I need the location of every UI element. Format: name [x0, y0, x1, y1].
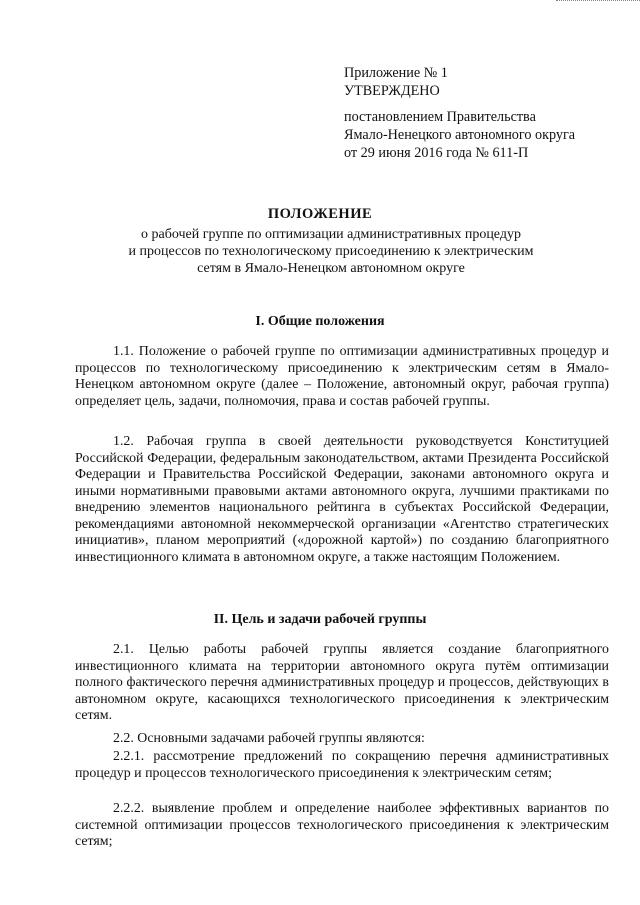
subtitle-line: сетям в Ямало-Ненецком автономном округе — [197, 261, 465, 276]
government-name: Ямало-Ненецкого автономного округа — [344, 127, 576, 143]
paragraph-2-2-2: 2.2.2. выявление проблем и определение наиболее эффективных вариантов по системной оптимизации процессов технологического присоединения к электрическим сетям; — [75, 801, 609, 849]
decree-date: от 29 июня 2016 года № 611-П — [344, 145, 529, 161]
section-heading: II. Цель и задачи рабочей группы — [213, 612, 427, 627]
scan-corner-mark — [556, 0, 640, 3]
paragraph-2-2-1: 2.2.1. рассмотрение предложений по сокращению перечня административных процедур и процессов технологического присоединения к электрическим сетям; — [75, 749, 609, 781]
approved-stamp: УТВЕРЖДЕНО — [344, 83, 440, 99]
subtitle-line: и процессов по технологическому присоединению к электрическим — [128, 244, 534, 259]
paragraph-2-2: 2.2. Основными задачами рабочей группы являются: — [113, 731, 425, 746]
approval-block — [344, 64, 575, 162]
paragraph-2-1: 2.1. Целью работы рабочей группы является создание благоприятного инвестиционного климата на территории автономного округа путём оптимизации полного фактического перечня административных процедур и процессов, действующих в автономном округе, касающихся технологического присоединения к электрическим сетям. — [75, 642, 609, 723]
subtitle-line: о рабочей группе по оптимизации административных процедур — [141, 227, 521, 242]
document-title: ПОЛОЖЕНИЕ — [267, 206, 373, 222]
section-heading: I. Общие положения — [255, 314, 385, 329]
document-subtitle — [96, 226, 566, 277]
approved-by-line: постановлением Правительства — [344, 109, 536, 125]
appendix-number: Приложение № 1 — [344, 65, 448, 81]
paragraph-1-2: 1.2. Рабочая группа в своей деятельности руководствуется Конституцией Российской Федерации, федеральным законодательством, актами Президента Российской Федерации и Правительства Российской Федерации, законами автономного округа и иными нормативными правовыми актами автономного округа, лучшими практиками по внедрению элементов национального рейтинга в субъектах Российской Федерации, рекомендациями автономной некоммерческой организации «Агентство стратегических инициатив», планом мероприятий («дорожной картой») по созданию благоприятного инвестиционного климата в автономном округе, а также настоящим Положением. — [75, 434, 609, 565]
paragraph-1-1: 1.1. Положение о рабочей группе по оптимизации административных процедур и процессов по технологическому присоединению к электрическим сетям в Ямало-Ненецком автономном округе (далее – Положение, автономный округ, рабочая группа) определяет цель, задачи, полномочия, права и состав рабочей группы. — [75, 344, 609, 409]
